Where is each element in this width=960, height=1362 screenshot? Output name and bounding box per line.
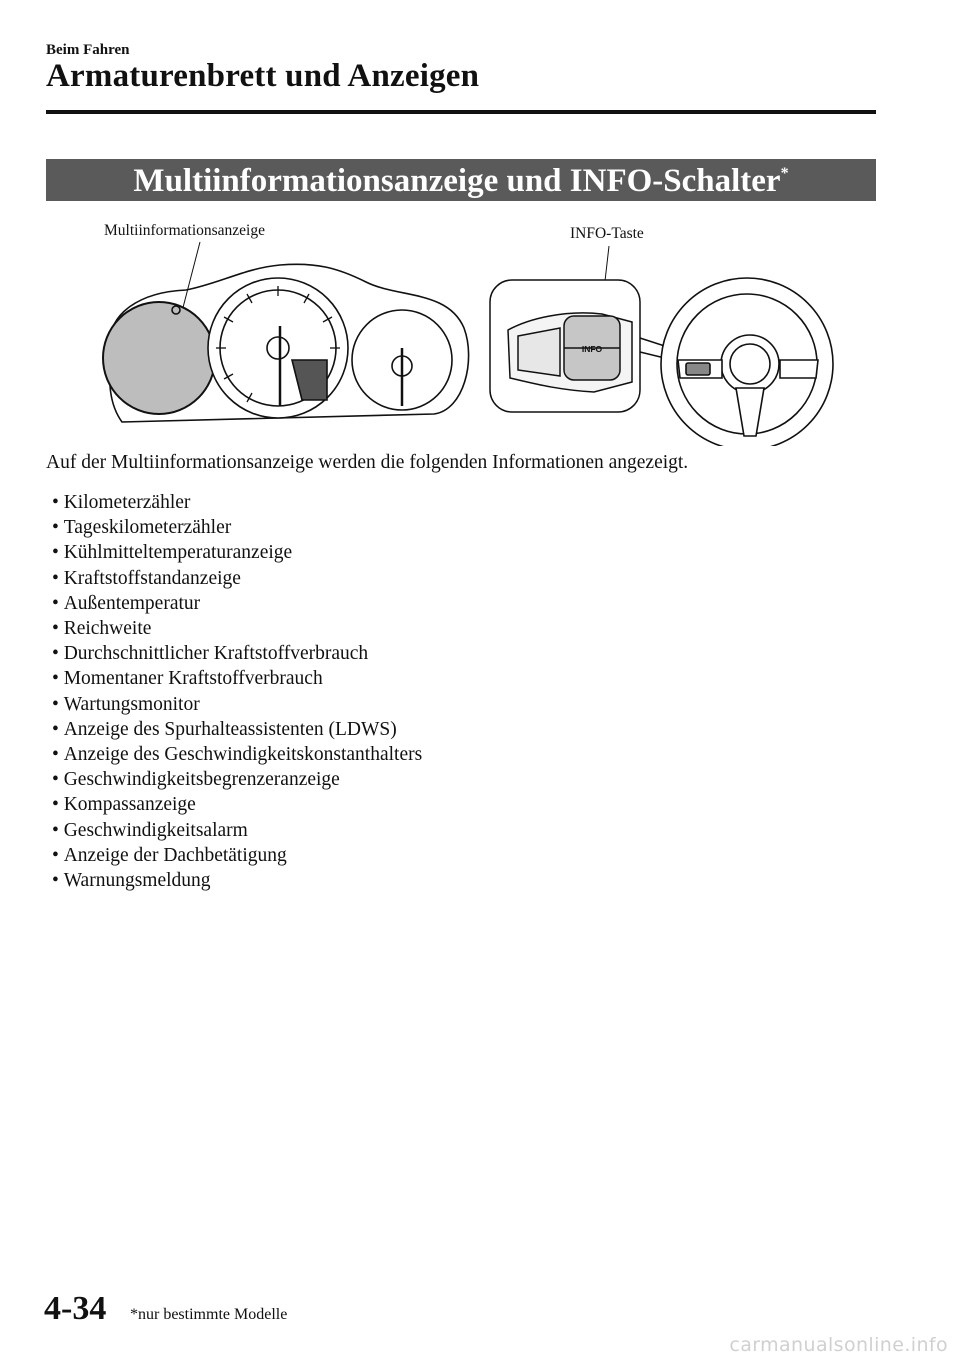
list-item: • Anzeige des Spurhalteassistenten (LDWS)	[52, 717, 422, 742]
steering-switch-closeup	[490, 280, 640, 412]
list-item: • Wartungsmonitor	[52, 692, 422, 717]
list-item: • Außentemperatur	[52, 591, 422, 616]
list-item: • Durchschnittlicher Kraftstoffverbrauch	[52, 641, 422, 666]
intro-text: Auf der Multiinformationsanzeige werden die folgenden Informationen angezeigt.	[46, 452, 689, 473]
label-multiinformationsanzeige: Multiinformationsanzeige	[104, 222, 265, 239]
section-banner-title: Multiinformationsanzeige und INFO-Schalter	[133, 163, 781, 199]
list-item: • Reichweite	[52, 616, 422, 641]
list-item: • Kompassanzeige	[52, 792, 422, 817]
feature-list	[52, 490, 422, 893]
list-item: • Momentaner Kraftstoffverbrauch	[52, 666, 422, 691]
list-item: • Tageskilometerzähler	[52, 515, 422, 540]
section-banner	[46, 159, 876, 201]
page-number: 4-34	[44, 1290, 107, 1327]
footnote: *nur bestimmte Modelle	[130, 1306, 288, 1323]
list-item: • Kühlmitteltemperaturanzeige	[52, 540, 422, 565]
list-item: • Kilometerzähler	[52, 490, 422, 515]
list-item: • Geschwindigkeitsbegrenzeranzeige	[52, 767, 422, 792]
list-item: • Geschwindigkeitsalarm	[52, 818, 422, 843]
chapter-title: Armaturenbrett und Anzeigen	[46, 58, 480, 94]
watermark: carmanualsonline.info	[729, 1334, 948, 1356]
list-item: • Anzeige des Geschwindigkeitskonstanthalters	[52, 742, 422, 767]
title-rule	[46, 110, 876, 114]
instrument-cluster	[103, 264, 469, 422]
section-label: Beim Fahren	[46, 42, 130, 58]
footnote-marker: *	[780, 165, 789, 182]
list-item: • Kraftstoffstandanzeige	[52, 566, 422, 591]
steering-wheel	[661, 278, 833, 446]
label-info-taste: INFO-Taste	[570, 225, 644, 242]
list-item: • Anzeige der Dachbetätigung	[52, 843, 422, 868]
info-button-label: INFO	[581, 344, 603, 354]
list-item: • Warnungsmeldung	[52, 868, 422, 893]
instrument-cluster-figure	[46, 210, 896, 446]
